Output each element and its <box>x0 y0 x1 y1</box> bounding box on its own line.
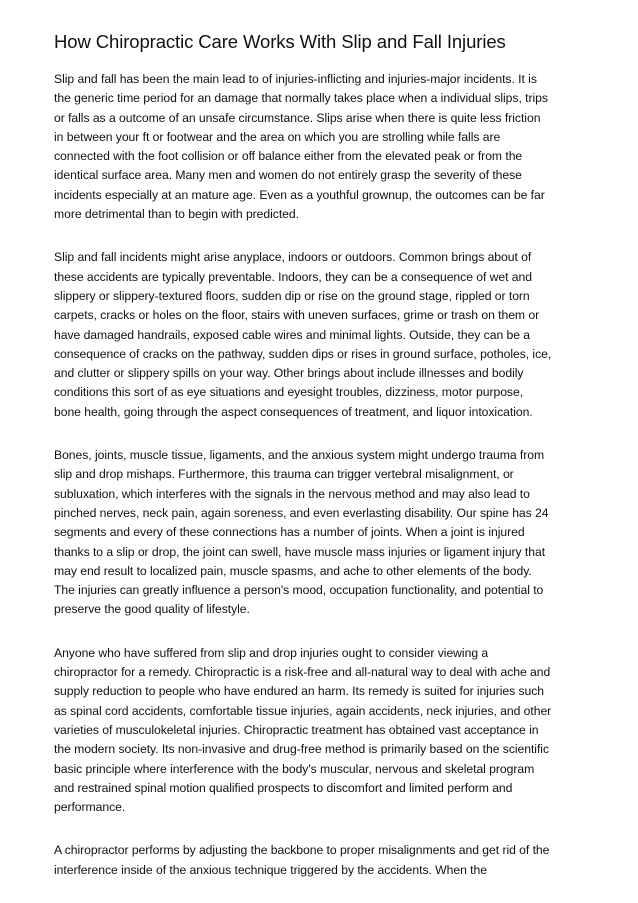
text-line: conditions this sort of as eye situations and eyesight troubles, dizziness, motor purpose, <box>54 385 524 400</box>
text-line: supply reduction to people who have endured an harm. Its remedy is suited for injuries such <box>54 684 544 699</box>
text-line: slip and drop mishaps. Furthermore, this trauma can trigger vertebral misalignment, or <box>54 467 514 482</box>
text-line: and restrained spinal motion qualified prospects to discomfort and limited perform and <box>54 780 513 795</box>
text-line: segments and every of these connections has a number of joints. When a joint is injured <box>54 525 525 540</box>
document-page <box>54 0 590 903</box>
text-line: more detrimental than to begin with predicted. <box>54 207 299 222</box>
text-line: the modern society. Its non-invasive and drug-free method is primarily based on the scientific <box>54 742 550 757</box>
text-line: chiropractor for a remedy. Chiropractic is a risk-free and all-natural way to deal with ache and <box>54 665 551 680</box>
text-line: or falls as a outcome of an unsafe circumstance. Slips arise when there is quite less friction <box>54 110 541 125</box>
text-line: thanks to a slip or drop, the joint can swell, have muscle mass injuries or ligament injury that <box>54 544 546 559</box>
paragraph-5 <box>54 841 590 880</box>
text-line: bone health, going through the aspect consequences of treatment, and liquor intoxication. <box>54 404 533 419</box>
text-line: identical surface area. Many men and women do not entirely grasp the severity of these <box>54 168 522 183</box>
text-line: as spinal cord accidents, comfortable tissue injuries, again accidents, neck injuries, and other <box>54 703 552 718</box>
text-line: varieties of musculokeletal injuries. Chiropractic treatment has obtained vast acceptance in <box>54 722 539 737</box>
text-line: have damaged handrails, exposed cable wires and minimal lights. Outside, they can be a <box>54 327 531 342</box>
text-line: slippery or slippery-textured floors, sudden dip or rise on the ground stage, rippled or torn <box>54 288 530 303</box>
text-line: A chiropractor performs by adjusting the backbone to proper misalignments and get rid of the <box>54 843 550 858</box>
page-title: How Chiropractic Care Works With Slip and Fall Injuries <box>54 31 506 52</box>
article-body <box>54 70 590 903</box>
text-line: and clutter or slippery spills on your way. Other brings about include illnesses and bodily <box>54 366 524 381</box>
text-line: Slip and fall incidents might arise anyplace, indoors or outdoors. Common brings about of <box>54 250 532 265</box>
text-line: in between your ft or footwear and the area on which you are strolling while falls are <box>54 129 501 144</box>
text-line: performance. <box>54 800 126 815</box>
text-line: carpets, cracks or holes on the floor, stairs with uneven surfaces, grime or trash on them or <box>54 308 540 323</box>
text-line: pinched nerves, neck pain, again soreness, and even everlasting disability. Our spine has 24 <box>54 505 549 520</box>
text-line: Slip and fall has been the main lead to of injuries-inflicting and injuries-major incidents. It is <box>54 72 537 86</box>
text-line: connected with the foot collision or off balance either from the elevated peak or from the <box>54 149 523 164</box>
text-line: Bones, joints, muscle tissue, ligaments, and the anxious system might undergo trauma from <box>54 448 545 463</box>
text-line: subluxation, which interferes with the signals in the nervous method and may also lead to <box>54 486 530 501</box>
paragraph-4 <box>54 644 590 818</box>
paragraph-1 <box>54 70 590 224</box>
paragraph-2 <box>54 248 590 422</box>
paragraph-3 <box>54 446 590 620</box>
text-line: may end result to localized pain, muscle spasms, and ache to other elements of the body. <box>54 563 532 578</box>
text-line: basic principle where interference with the body's muscular, nervous and skeletal program <box>54 761 535 776</box>
text-line: Anyone who have suffered from slip and drop injuries ought to consider viewing a <box>54 645 489 660</box>
text-line: preserve the good quality of lifestyle. <box>54 602 250 617</box>
text-line: these accidents are typically preventable. Indoors, they can be a consequence of wet and <box>54 269 532 284</box>
text-line: consequence of cracks on the pathway, sudden dips or rises in ground surface, potholes, ice, <box>54 346 552 361</box>
text-line: interference inside of the anxious technique triggered by the accidents. When the <box>54 862 487 877</box>
text-line: The injuries can greatly influence a person's mood, occupation functionality, and potential to <box>54 583 544 598</box>
text-line: incidents especially at an mature age. Even as a youthful grownup, the outcomes can be far <box>54 187 545 202</box>
text-line: the generic time period for an damage that normally takes place when a individual slips, trips <box>54 91 548 106</box>
